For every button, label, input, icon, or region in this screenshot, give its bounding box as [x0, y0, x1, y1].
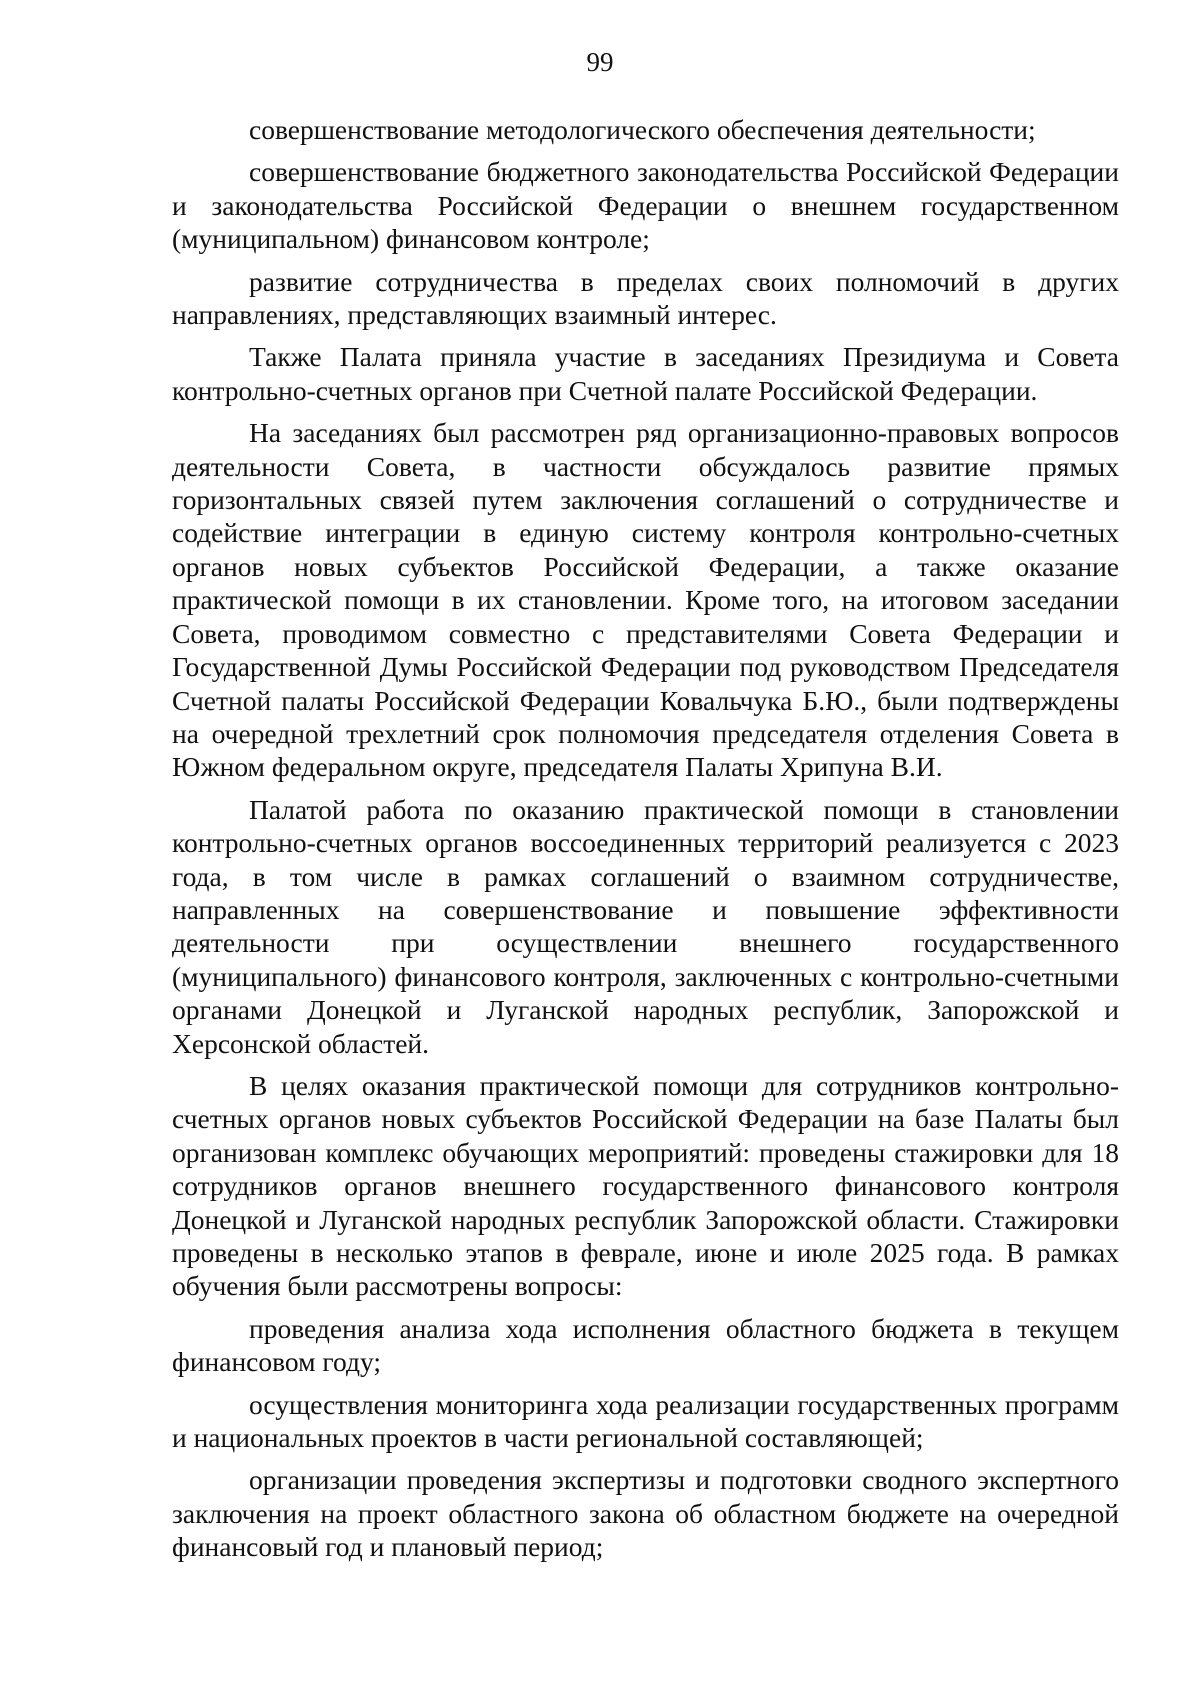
paragraph-cooperation: развитие сотрудничества в пределах своих полномочий в других направлениях, представляющих взаимный интерес.: [172, 265, 1119, 331]
paragraph-budget-legislation: совершенствование бюджетного законодательства Российской Федерации и законодательства Российской Федерации о внешнем государственном (муниципальном) финансовом контроле;: [172, 156, 1119, 255]
document-body: [172, 113, 1119, 1573]
paragraph-topic-budget-analysis: проведения анализа хода исполнения областного бюджета в текущем финансовом году;: [172, 1312, 1119, 1378]
paragraph-training-program: В целях оказания практической помощи для сотрудников контрольно-счетных органов новых субъектов Российской Федерации на базе Палаты был организован комплекс обучающих мероприятий: проведены стажировки для 18 сотрудников органов внешнего государственного финансового контроля Донецкой и Луганской народных республик Запорожской области. Стажировки проведены в несколько этапов в феврале, июне и июле 2025 года. В рамках обучения были рассмотрены вопросы:: [172, 1069, 1119, 1302]
page-number: 99: [586, 47, 614, 77]
paragraph-topic-expertise: организации проведения экспертизы и подготовки сводного экспертного заключения на проект областного закона об областном бюджете на очередной финансовый год и плановый период;: [172, 1464, 1119, 1563]
paragraph-council-meetings: На заседаниях был рассмотрен ряд организационно-правовых вопросов деятельности Совета, в частности обсуждалось развитие прямых горизонтальных связей путем заключения соглашений о сотрудничестве и содействие интеграции в единую систему контроля контрольно-счетных органов новых субъектов Российской Федерации, а также оказание практической помощи в их становлении. Кроме того, на итоговом заседании Совета, проводимом совместно с представителями Совета Федерации и Государственной Думы Российской Федерации под руководством Председателя Счетной палаты Российской Федерации Ковальчука Б.Ю., были подтверждены на очередной трехлетний срок полномочия председателя отделения Совета в Южном федеральном округе, председателя Палаты Хрипуна В.И.: [172, 417, 1119, 783]
paragraph-presidium-participation: Также Палата приняла участие в заседаниях Президиума и Совета контрольно-счетных органов при Счетной палате Российской Федерации.: [172, 341, 1119, 406]
paragraph-topic-monitoring: осуществления мониторинга хода реализации государственных программ и национальных проектов в части региональной составляющей;: [172, 1388, 1119, 1454]
paragraph-methodology: совершенствование методологического обеспечения деятельности;: [249, 114, 1036, 145]
paragraph-practical-assistance: Палатой работа по оказанию практической помощи в становлении контрольно-счетных органов воссоединенных территорий реализуется с 2023 года, в том числе в рамках соглашений о взаимном сотрудничестве, направленных на совершенствование и повышение эффективности деятельности при осуществлении внешнего государственного (муниципального) финансового контроля, заключенных с контрольно-счетными органами Донецкой и Луганской народных республик, Запорожской и Херсонской областей.: [172, 793, 1119, 1059]
